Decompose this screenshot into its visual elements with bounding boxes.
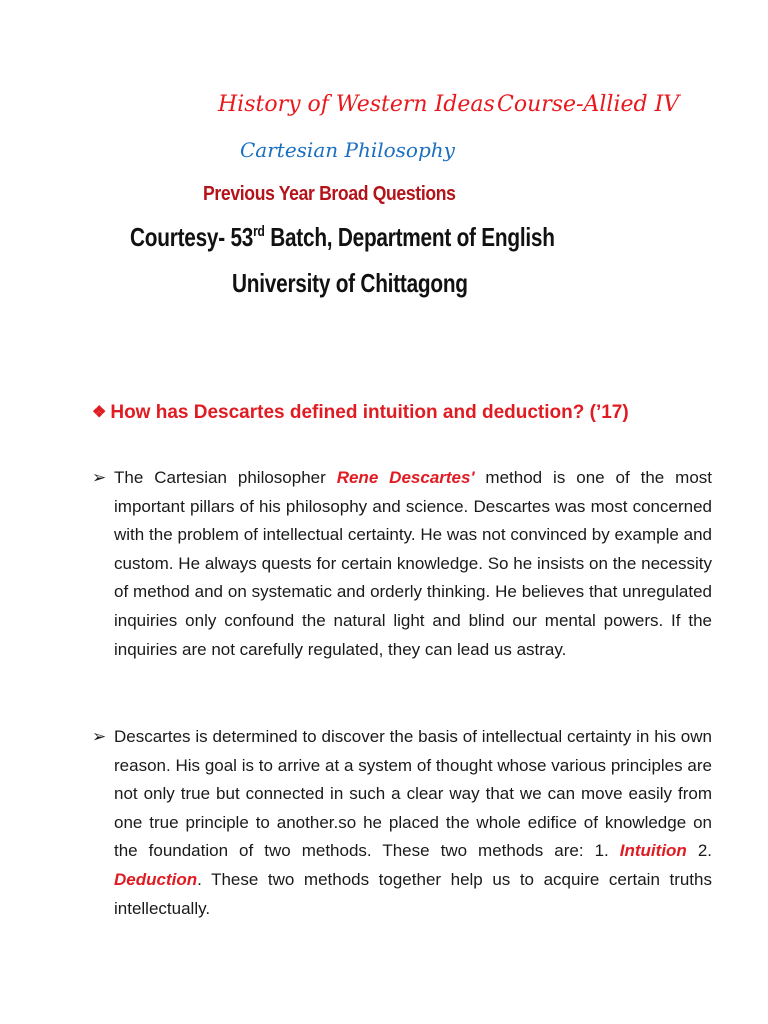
answer-paragraph-1	[92, 464, 712, 664]
p2-part3: . These two methods together help us to acquire certain truths intellectually.	[114, 869, 712, 918]
courtesy-suffix: Batch, Department of English	[264, 222, 555, 252]
courtesy-line	[130, 222, 555, 253]
answer-paragraph-2	[92, 723, 712, 923]
p1-highlight-name: Rene Descartes'	[336, 468, 475, 487]
arrow-bullet-icon: ➢	[92, 468, 107, 487]
questions-heading: Previous Year Broad Questions	[203, 183, 456, 205]
paragraph-2-body	[114, 723, 712, 923]
courtesy-ordinal: rd	[253, 223, 265, 240]
arrow-bullet-icon: ➢	[92, 727, 107, 746]
course-title: History of Western Ideas	[218, 92, 495, 117]
diamond-bullet-icon: ❖	[92, 404, 107, 421]
course-code: Course-Allied IV	[497, 92, 680, 117]
topic-subtitle: Cartesian Philosophy	[240, 138, 455, 162]
p2-part2: 2.	[686, 841, 713, 861]
courtesy-prefix: Courtesy- 53	[130, 222, 254, 252]
question-heading	[92, 402, 629, 424]
p1-after: method is one of the most important pillars of his philosophy and science. Descartes was most concerned with the problem of intellectual certainty. He was not convinced by example and custom. He always quests for certain knowledge. So he insists on the necessity of method and on systematic and orderly thinking. He believes that unregulated inquiries only confound the natural light and blind our mental powers. If the inquiries are not carefully regulated, they can lead us astray.	[114, 468, 712, 659]
course-title-row	[0, 92, 768, 126]
question-text: How has Descartes defined intuition and deduction? (’17)	[110, 402, 629, 423]
p2-highlight-deduction: Deduction	[114, 869, 198, 889]
paragraph-1-body	[114, 464, 712, 664]
p1-before: The Cartesian philosopher	[114, 468, 337, 487]
p2-part1: Descartes is determined to discover the basis of intellectual certainty in his own reason. His goal is to arrive at a system of thought whose various principles are not only true but connected in such a clear way that we can move easily from one true principle to another.so he placed the whole edifice of knowledge on the foundation of two methods. These two methods are: 1.	[114, 727, 712, 861]
p2-highlight-intuition: Intuition	[619, 841, 687, 861]
university-name: University of Chittagong	[232, 268, 468, 298]
